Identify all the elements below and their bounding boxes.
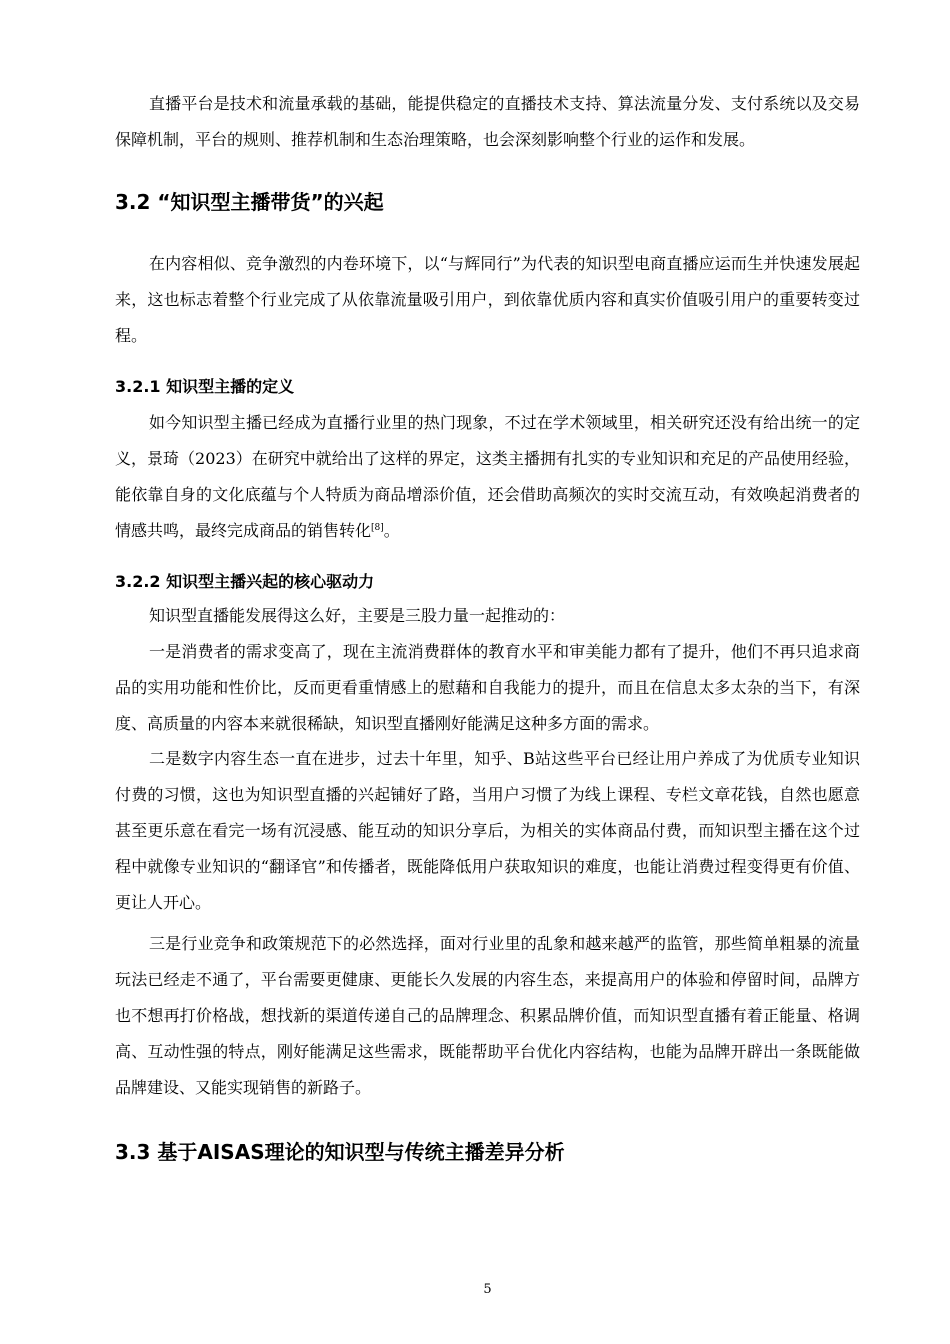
intro-paragraph: 直播平台是技术和流量承载的基础，能提供稳定的直播技术支持、算法流量分发、支付系统以及交易保障机制，平台的规则、推荐机制和生态治理策略，也会深刻影响整个行业的运作和发展。	[115, 94, 860, 149]
section-3-2-heading: 3.2 “知识型主播带货”的兴起	[115, 190, 384, 214]
page-number: 5	[483, 1282, 492, 1297]
document-page	[115, 0, 860, 1344]
section-3-2-2-point-1: 一是消费者的需求变高了，现在主流消费群体的教育水平和审美能力都有了提升，他们不再只追求商品的实用功能和性价比，反而更看重情感上的慰藉和自我能力的提升，而且在信息太多太杂的当下，有深度、高质量的内容本来就很稀缺，知识型直播刚好能满足这种多方面的需求。	[115, 642, 860, 733]
section-3-2-paragraph: 在内容相似、竞争激烈的内卷环境下，以“与辉同行”为代表的知识型电商直播应运而生并快速发展起来，这也标志着整个行业完成了从依靠流量吸引用户，到依靠优质内容和真实价值吸引用户的重要转变过程。	[115, 254, 860, 345]
section-3-3-heading: 3.3 基于AISAS理论的知识型与传统主播差异分析	[115, 1140, 565, 1164]
section-3-2-1-end: 。	[383, 521, 400, 540]
citation-reference: [8]	[371, 523, 384, 533]
section-3-2-2-point-3: 三是行业竞争和政策规范下的必然选择，面对行业里的乱象和越来越严的监管，那些简单粗暴的流量玩法已经走不通了，平台需要更健康、更能长久发展的内容生态，来提高用户的体验和停留时间，品牌方也不想再打价格战，想找新的渠道传递自己的品牌理念、积累品牌价值，而知识型直播有着正能量、格调高、互动性强的特点，刚好能满足这些需求，既能帮助平台优化内容结构，也能为品牌开辟出一条既能做品牌建设、又能实现销售的新路子。	[115, 934, 860, 1097]
section-3-2-2-point-2: 二是数字内容生态一直在进步，过去十年里，知乎、B站这些平台已经让用户养成了为优质专业知识付费的习惯，这也为知识型直播的兴起铺好了路，当用户习惯了为线上课程、专栏文章花钱，自然也愿意甚至更乐意在看完一场有沉浸感、能互动的知识分享后，为相关的实体商品付费，而知识型主播在这个过程中就像专业知识的“翻译官”和传播者，既能降低用户获取知识的难度，也能让消费过程变得更有价值、更让人开心。	[115, 749, 860, 912]
section-3-2-2-heading: 3.2.2 知识型主播兴起的核心驱动力	[115, 572, 375, 591]
section-3-2-2-lead: 知识型直播能发展得这么好，主要是三股力量一起推动的：	[149, 606, 566, 625]
section-3-2-1-text: 如今知识型主播已经成为直播行业里的热门现象，不过在学术领域里，相关研究还没有给出统一的定义，景琦（2023）在研究中就给出了这样的界定，这类主播拥有扎实的专业知识和充足的产品使用经验，能依靠自身的文化底蕴与个人特质为商品增添价值，还会借助高频次的实时交流互动，有效唤起消费者的情感共鸣，最终完成商品的销售转化	[115, 413, 860, 540]
section-3-2-1-paragraph	[115, 405, 860, 549]
section-3-2-1-heading: 3.2.1 知识型主播的定义	[115, 377, 295, 396]
